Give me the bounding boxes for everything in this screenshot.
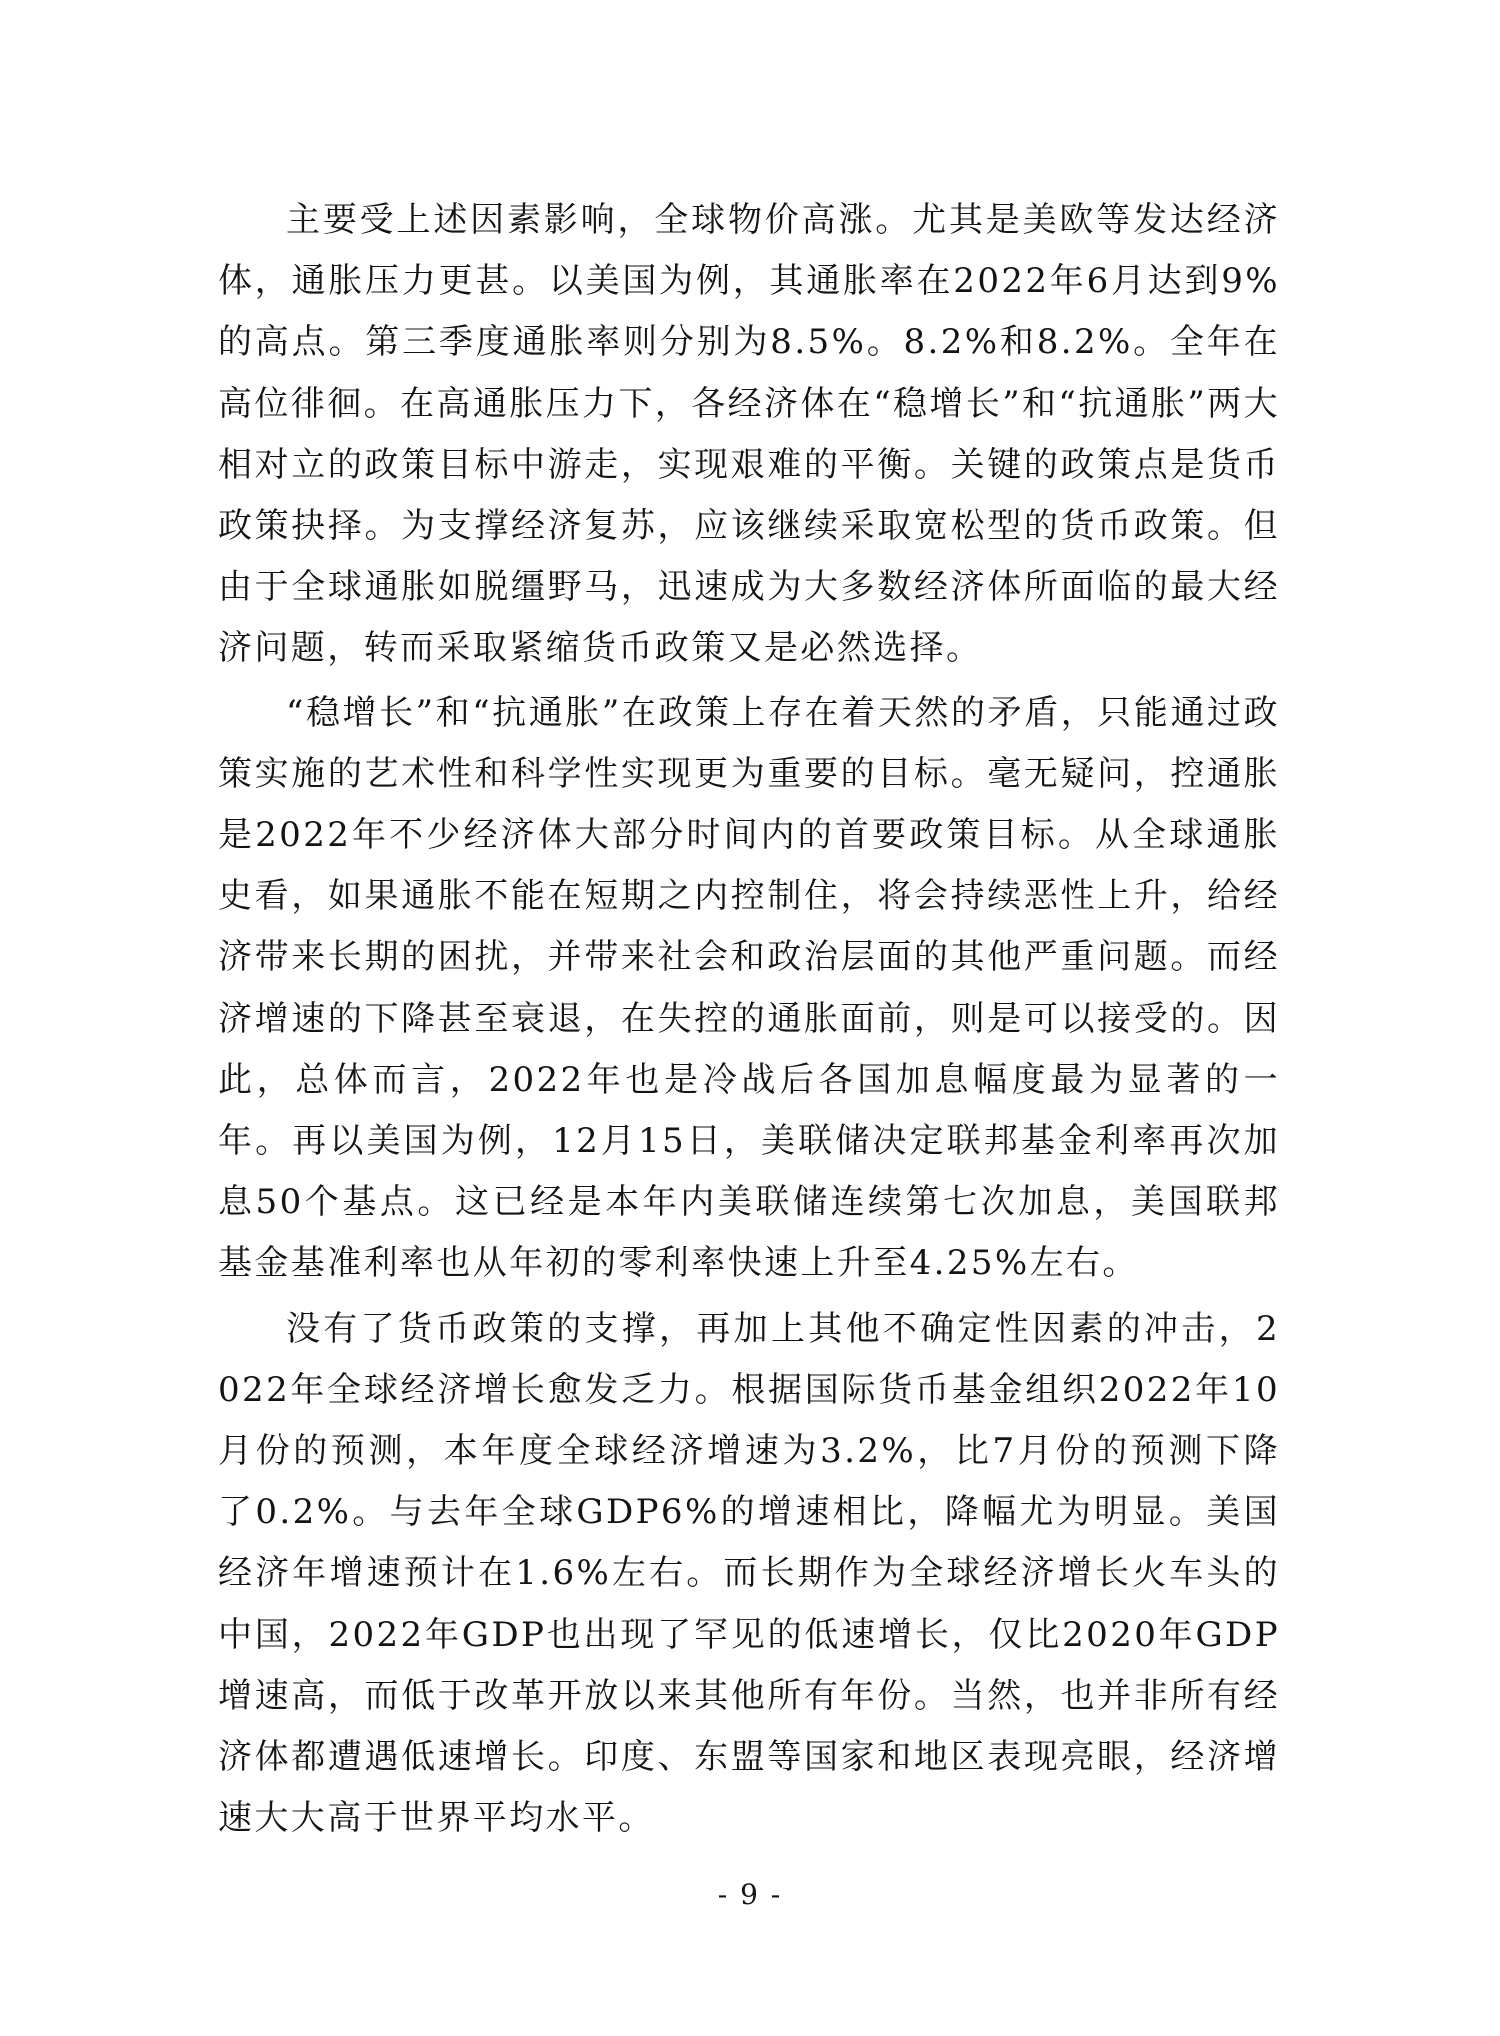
page-number: - 9 -	[717, 1878, 783, 1911]
paragraph-inflation: 主要受上述因素影响，全球物价高涨。尤其是美欧等发达经济体，通胀压力更甚。以美国为例，其通胀率在2022年6月达到9%的高点。第三季度通胀率则分别为8.5%。8.2%和8.2%。全年在高位徘徊。在高通胀压力下，各经济体在“稳增长”和“抗通胀”两大相对立的政策目标中游走，实现艰难的平衡。关键的政策点是货币政策抉择。为支撑经济复苏，应该继续采取宽松型的货币政策。但由于全球通胀如脱缰野马，迅速成为大多数经济体所面临的最大经济问题，转而采取紧缩货币政策又是必然选择。	[218, 200, 1280, 669]
paragraph-growth: 没有了货币政策的支撑，再加上其他不确定性因素的冲击，2022年全球经济增长愈发乏力。根据国际货币基金组织2022年10月份的预测，本年度全球经济增速为3.2%，比7月份的预测下降了0.2%。与去年全球GDP6%的增速相比，降幅尤为明显。美国经济年增速预计在1.6%左右。而长期作为全球经济增长火车头的中国，2022年GDP也出现了罕见的低速增长，仅比2020年GDP增速高，而低于改革开放以来其他所有年份。当然，也并非所有经济体都遭遇低速增长。印度、东盟等国家和地区表现亮眼，经济增速大大高于世界平均水平。	[218, 1308, 1280, 1839]
body-text	[218, 190, 1280, 1849]
paragraph-policy-conflict: “稳增长”和“抗通胀”在政策上存在着天然的矛盾，只能通过政策实施的艺术性和科学性实现更为重要的目标。毫无疑问，控通胀是2022年不少经济体大部分时间内的首要政策目标。从全球通胀史看，如果通胀不能在短期之内控制住，将会持续恶性上升，给经济带来长期的困扰，并带来社会和政治层面的其他严重问题。而经济增速的下降甚至衰退，在失控的通胀面前，则是可以接受的。因此，总体而言，2022年也是冷战后各国加息幅度最为显著的一年。再以美国为例，12月15日，美联储决定联邦基金利率再次加息50个基点。这已经是本年内美联储连续第七次加息，美国联邦基金基准利率也从年初的零利率快速上升至4.25%左右。	[218, 692, 1280, 1284]
